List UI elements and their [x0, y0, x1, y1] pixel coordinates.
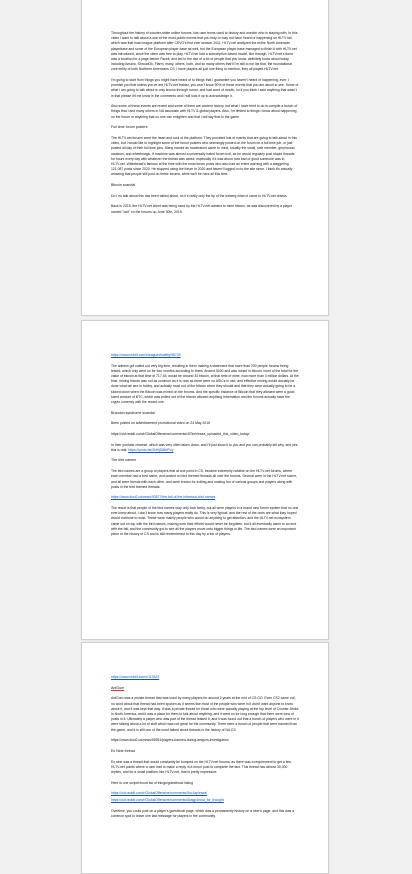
reference-link[interactable]: https://old.reddit.com/r/GlobalOffensive/comments/5cv1ap/esea/ — [111, 791, 208, 796]
paragraph: https://www.dust2.us/news/55951/players-banned-during-antgum-investigation — [111, 738, 229, 743]
paragraph: In their youtube channel, which was very often taken down, and I'll just show it to you and you can probably tell why, and yes this is real: — [111, 442, 298, 452]
section-heading: AntGum — [111, 685, 125, 690]
youtube-link[interactable]: https://youtu.be/4NHjD8tbPVg — [128, 447, 174, 452]
reference-link[interactable]: https://www.reddit.com/r/113322 — [111, 675, 160, 679]
paragraph: https://old.reddit.com/r/GlobalOffensive/comments/4l7lmh/esea_uploaded_this_video_today/ — [111, 432, 250, 436]
section-heading: Full time forum posters — [111, 125, 148, 130]
paragraph: Overtime, you could post on a player's guestbook page, which was a permanently history on a user's page, and this was a common spot to leave one last message for players in the community. — [111, 808, 294, 819]
paragraph: The HLTV.net forums were the heart and soul of the platform. They provided lots of events that are going to talk about in this video, but I would like to highlight some of the forum posters who seemingly posted on the forum on a full time job, or just posted all day of their full time jobs. Many names as moderators came to mind, usually the small, sole member, greyhound, nautious, and wheelmagic. If machine was almost a universally hated forum troll, as he would regularly post stupid threads for hours every day with whatever the thread was about, especially if it was about how bad or good someone was in HLTV.net. Wildebeast's famous at the time with the most forum posts who also had an entire warning with a staggering 121,087 posts since 2020. He stopped using the forum in 2020 and haven't logged on to the site since. I think it's actually amazing that people still post on these forums, while we'll be here all this time. — [111, 136, 297, 177]
paragraph: The result is that people of the bird names may only look fancy, but all were players in a brand new forum system that no one ever knew about. I don't know how many players really do. This is very typical, and the rest of the ones are what they hoped would continue to exist. These were mainly people who would do anything to get attention, and the HLTV.net ecosystem came out on top with the bird names, making sure their efforts would never be forgotten, but it all eventually came to an end with the fall, and the community got to see all the players move onto bigger things in life. The bird names were an important piece of the history of CS and is still remembered to this day by a ton of players. — [111, 505, 299, 536]
paragraph: The bird names are a group of players that at one point in CS, became extremely notable on the HLTV.net forums, where each member had a bird name, and posted on bird themed threads all over the forums. Several were in the HLTV.net scene, and all were friends with each other, and were known for trolling and making fun of various groups and players along with posts in the bird themed threads. — [111, 469, 298, 489]
page-2-content — [82, 321, 328, 549]
document-page-3 — [81, 642, 329, 874]
paragraph: Also some of these events are recent and some of them are ancient history, but what I have tried to do is compile a bunch of things that I and many others in NA associate with HLTV & global players. Also, I'm limited to things I know about happening on the forum or anything that no one can enlighten and that i will say that to the game. — [111, 104, 298, 119]
paragraph: Throughout the history of counter-strike online forums, lots user terms used to history and wonder who is staying with. In this video I want to talk about a one of the most public events that you may or may not have heard of happening on HLTV.net, which was that main league platform after CEVO's first ever season 2011, HLTV.net analyzed the entire North American playerbase and some of the European player base as well, but the European player base managed to finish it with HLTV.net was introduced, since the client was free to play, HLTV.net had a subscription based model. But through, HLTV.net's there was a location for a page before Faceit, and led to the rise of a lot of people that you know, definitely know about today, including Amava, ShroudOk, Flarm, many, others, both, and so many others that'll I'm still to not list that, the foundational core entity of both Northern Americans CS. I have players all just one thing to mention, they all played HLTV.net. — [111, 31, 298, 72]
document-page-2 — [81, 320, 329, 640]
section-heading: Ex Nine thread — [111, 748, 135, 753]
reference-link[interactable]: https://old.reddit.com/r/GlobalOffensive/comments/6kagp4/hud_for_thought — [111, 798, 224, 803]
section-heading: The bird names — [111, 458, 136, 463]
paragraph: AntGum was a private thread that was used by many players for around 2 years at the end of CS:GO. Even CS2 came out, no word about that thread had been spoken as it seems like most of the people who were in it didn't want anyone to know about it, and it was kept that way. It was a private thread for those who were actually playing at the top level of Counter-Strike in North America, and it was a place for them to talk about anything, and it went on for long enough that there were tons of posts in it. Ultimately a player who was part of the thread leaked it, and it was found out that a bunch of players who were in it were talking about a lot of stuff which was not great for the community. There were a bunch of people that were banned from the game, and it is still one of the most talked about threads in the history of NA CS. — [111, 696, 299, 732]
paragraph: The admins got called out very big time, resulting in them making a statement that more than 200 people forums being tested, which only went on for four months according to them. Around 5000 and was mined in bitcoin, most of the total for the value of bitcoin at that time of 717.45, would be around 34 bitcoin, at that time of mine, now more than 3 million dollars. At the time, mining bitcoin was not as common as it is now as there were no ASICs in use, and effective mining would actually be done what we see in hobby, and actually most out of the bitcoin when they should and that they were actually going to be a kicked down when the Bitcoin was mined on the forums. And the specific instance of Bitcoin that they allowed were a good sized amount of BTC, which was pulled out of the bitcoin allowed anything information and the forums actually have the crypto currency with the recent one. — [111, 363, 299, 405]
page-1-content — [82, 0, 328, 226]
reference-link[interactable]: https://www.dust2.us/news/93877/the-fall-of-the-infamous-bird-names — [111, 495, 216, 500]
paragraph: Back in 2015, the HLTV.net client was being used by the HLTV.net admins to mine bitcoin, as was discovered by a player named "oslt" on the forums on June 30th, 2015. — [111, 204, 293, 214]
paragraph: Here is one script/record list of things/guestbook listing — [111, 780, 193, 785]
document-page-1 — [81, 0, 329, 316]
section-heading: Bitcoin scandal — [111, 183, 136, 188]
paragraph: Been posted on advertisement promotional video on 24 May 2016 — [111, 421, 210, 426]
paragraph: Do I no talk about this has been talked about, so it's really only the tip of the iceberg when it came to HLTV.net drama. — [111, 193, 288, 198]
reference-link[interactable]: https://www.reddit.com/r/leagueofsafety/58745 — [111, 353, 181, 357]
paragraph: Ex nine was a thread that would constantly be bumped on the HLTV.net forums, as there was a requirement to get a few HLTV.net points where a user had to make a reply in a forum post to complete the fact. This thread has almost 30,000 replies, and for a small platform like HLTV.net, that is pretty impressive. — [111, 759, 291, 774]
paragraph: I'm going to start from things you might have heard of to things that I guarantee you haven't heard of happening, ever. I promise you that unless you've are HLTV.net insider, you won't know 90% of these events that you are about to see. Some of what I am going to talk about is only known through rumor, and had word of mouth, so if you think I said anything that wasn't in that please let me know in the comments and I will look it up to acknowledge it. — [111, 78, 299, 98]
section-heading: Brandon syndrome scandal — [111, 410, 155, 415]
page-3-content — [82, 643, 328, 831]
